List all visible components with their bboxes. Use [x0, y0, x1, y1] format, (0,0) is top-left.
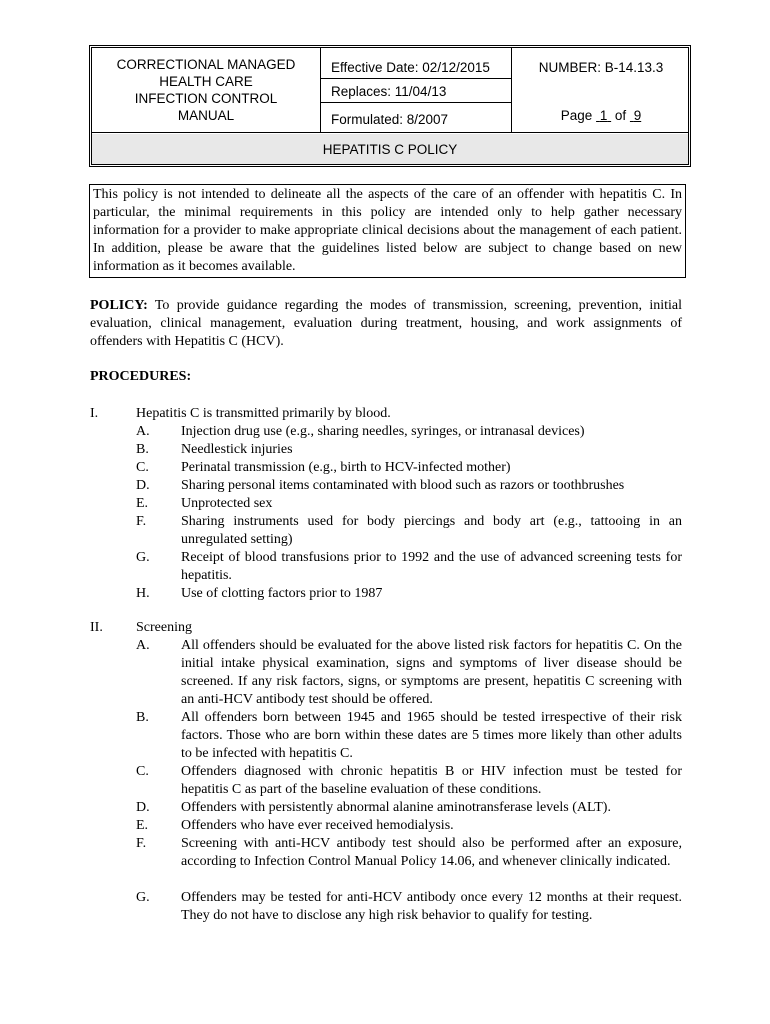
header-table	[89, 45, 691, 167]
section-number: I.	[90, 406, 99, 421]
of-label: of	[614, 108, 627, 123]
policy-statement	[90, 297, 682, 351]
disclaimer-box: This policy is not intended to delineate all the aspects of the care of an offender with hepatitis C. In particular, the minimal requirements in this policy are intended only to help gather necessary information for a provider to make appropriate clinical decisions about the management of each patient. In addition, please be aware that the guidelines listed below are subject to change based on new information as it becomes available.	[89, 184, 686, 278]
section-title: Hepatitis C is transmitted primarily by blood.	[136, 406, 391, 421]
item-text: Offenders with persistently abnormal alanine aminotransferase levels (ALT).	[181, 800, 611, 815]
item-letter: F.	[136, 836, 147, 851]
item-letter: F.	[136, 514, 147, 529]
manual-line: CORRECTIONAL MANAGED	[116, 57, 296, 72]
item-letter: C.	[136, 764, 149, 779]
item-letter: A.	[136, 424, 150, 439]
divider	[92, 132, 688, 133]
item-letter: E.	[136, 818, 149, 833]
formulated-date: Formulated: 8/2007	[331, 112, 449, 127]
replaces-date: Replaces: 11/04/13	[331, 84, 447, 99]
item-letter: D.	[136, 800, 150, 815]
item-letter: G.	[136, 890, 150, 905]
item-letter: B.	[136, 710, 149, 725]
policy-text: To provide guidance regarding the modes of transmission, screening, prevention, initial evaluation, clinical management, evaluation during treatment, housing, and work assignments of offenders with Hepatitis C (HCV).	[90, 298, 682, 349]
item-text: All offenders should be evaluated for the above listed risk factors for hepatitis C. On the initial intake physical examination, signs and symptoms of liver disease should be screened. If any risk factors, signs, or symptoms are present, hepatitis C screening with an anti-HCV antibody test should be offered.	[181, 638, 682, 707]
item-text: Unprotected sex	[181, 496, 273, 511]
page-indicator	[512, 108, 690, 123]
divider	[321, 78, 511, 79]
manual-line: MANUAL	[177, 108, 235, 123]
effective-date: Effective Date: 02/12/2015	[331, 60, 490, 75]
policy-number: NUMBER: B-14.13.3	[538, 60, 664, 75]
page-number: 1	[599, 108, 608, 123]
item-letter: G.	[136, 550, 150, 565]
item-letter: E.	[136, 496, 149, 511]
item-text: All offenders born between 1945 and 1965 should be tested irrespective of their risk factors. Those who are born within these dates are 5 times more likely than other adults to be infected with hepatitis C.	[181, 710, 682, 761]
section-number: II.	[90, 620, 103, 635]
item-letter: D.	[136, 478, 150, 493]
policy-title: HEPATITIS C POLICY	[92, 134, 688, 164]
item-text: Screening with anti-HCV antibody test should also be performed after an exposure, according to Infection Control Manual Policy 14.06, and whenever clinically indicated.	[181, 836, 682, 869]
procedures-heading: PROCEDURES:	[90, 369, 192, 384]
item-text: Needlestick injuries	[181, 442, 293, 457]
item-text: Perinatal transmission (e.g., birth to HCV-infected mother)	[181, 460, 511, 475]
item-text: Sharing instruments used for body piercings and body art (e.g., tattooing in an unregulated setting)	[181, 514, 682, 547]
page-label: Page	[560, 108, 593, 123]
item-text: Use of clotting factors prior to 1987	[181, 586, 383, 601]
manual-line: INFECTION CONTROL	[134, 91, 278, 106]
item-text: Injection drug use (e.g., sharing needles, syringes, or intranasal devices)	[181, 424, 585, 439]
manual-name	[92, 48, 320, 132]
page-total: 9	[633, 108, 642, 123]
item-text: Offenders may be tested for anti-HCV antibody once every 12 months at their request. They do not have to disclose any high risk behavior to qualify for testing.	[181, 890, 682, 923]
item-letter: A.	[136, 638, 150, 653]
item-letter: C.	[136, 460, 149, 475]
item-letter: H.	[136, 586, 150, 601]
section-title: Screening	[136, 620, 192, 635]
item-text: Offenders who have ever received hemodialysis.	[181, 818, 454, 833]
item-letter: B.	[136, 442, 149, 457]
manual-line: HEALTH CARE	[159, 74, 253, 89]
item-text: Offenders diagnosed with chronic hepatitis B or HIV infection must be tested for hepatitis C as part of the baseline evaluation of these conditions.	[181, 764, 682, 797]
item-text: Receipt of blood transfusions prior to 1992 and the use of advanced screening tests for hepatitis.	[181, 550, 682, 583]
item-text: Sharing personal items contaminated with blood such as razors or toothbrushes	[181, 478, 625, 493]
divider	[321, 102, 511, 103]
policy-label: POLICY:	[90, 298, 148, 313]
